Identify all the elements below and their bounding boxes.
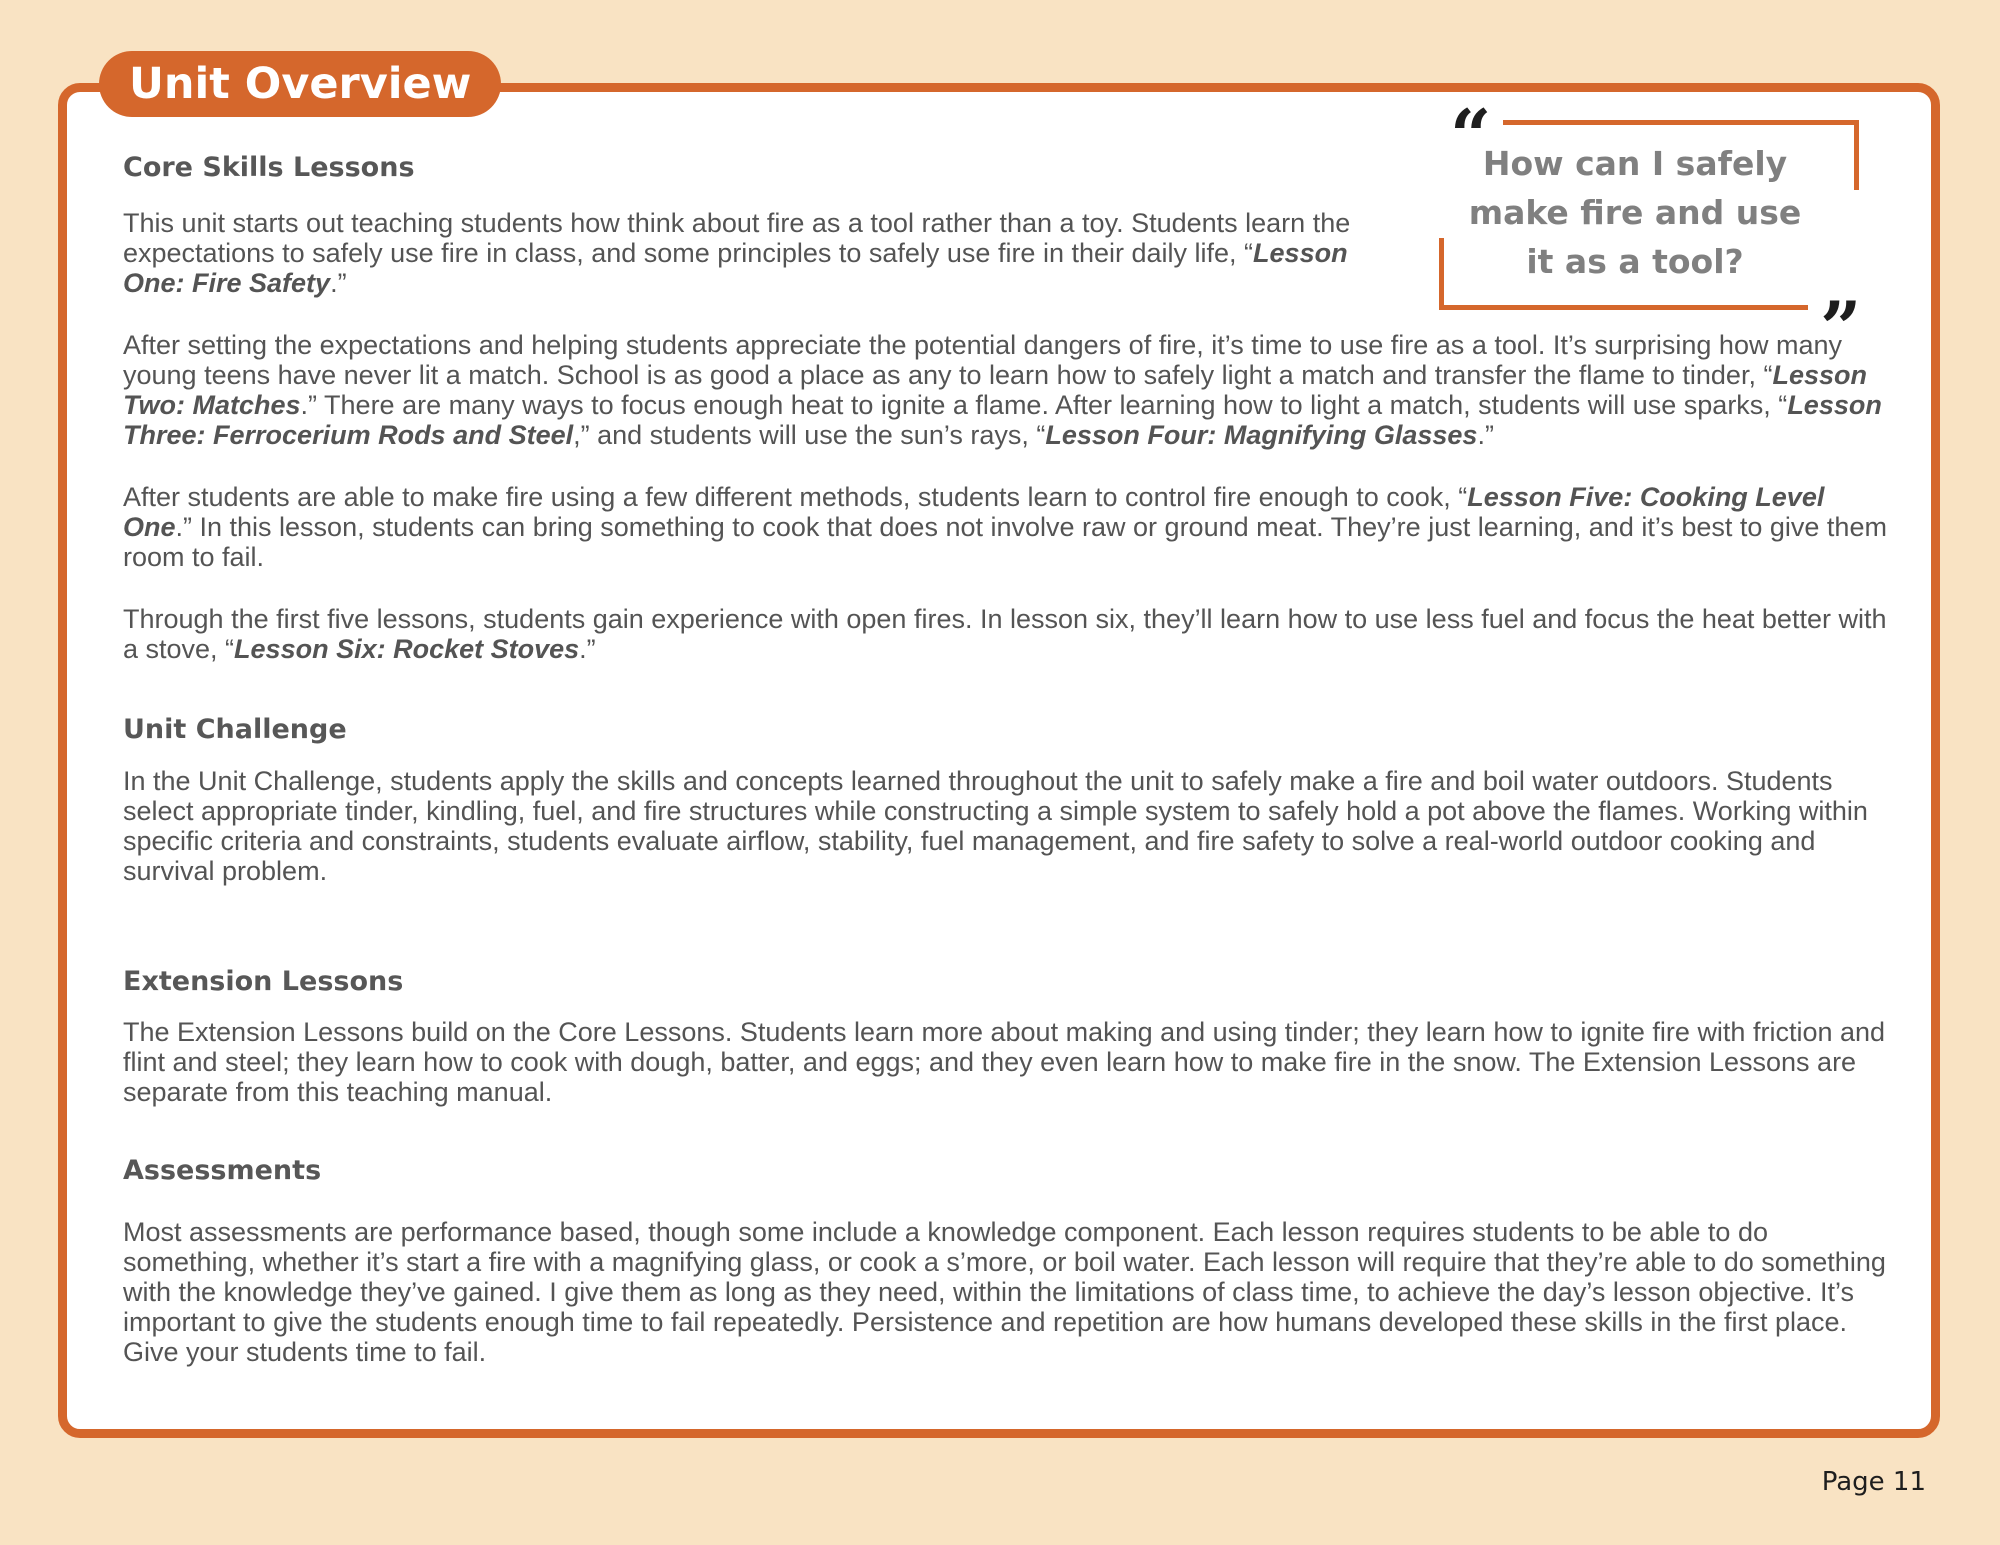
lesson-title: Lesson Five: Cooking Level One [123,482,1825,542]
section-heading-extension: Extension Lessons [123,966,404,997]
section-heading-core: Core Skills Lessons [123,152,415,183]
page-title: Unit Overview [99,51,501,117]
lesson-title: Lesson Three: Ferrocerium Rods and Steel [123,390,1882,450]
assessments-paragraph: Most assessments are performance based, though some include a knowledge component. Each lesson requires students to be able to do something, whether it’s start a fire with a magnifying glass, or cook a s’more, or boil water. Each lesson will require that they’re able to do something with the knowledge they’ve gained. I give them as long as they need, within the limitations of class time, to achieve the day’s lesson objective. It’s important to give the students enough time to fail repeatedly. Persistence and repetition are how humans developed these skills in the first place. Give your students time to fail. [123,1217,1886,1367]
core-paragraph-3: After students are able to make fire using a few different methods, students learn to control fire enough to cook, “Lesson Five: Cooking Level One.” In this lesson, students can bring something to cook that does not involve raw or ground meat. They’re just learning, and it’s best to give them room to fail. [123,482,1887,572]
quote-text: How can I safely make fire and use it as a tool? [1468,144,1802,281]
lesson-title: Lesson One: Fire Safety [123,238,1348,298]
quote-top-rule [1503,120,1859,125]
close-quote-icon: ” [1820,285,1862,370]
main-content [123,150,1888,1367]
lesson-title: Lesson Two: Matches [123,360,1867,420]
page-number: Page 11 [1821,1467,1926,1497]
lesson-title: Lesson Four: Magnifying Glasses [1045,420,1478,450]
section-heading-assessments: Assessments [123,1155,322,1186]
core-paragraph-4: Through the first five lessons, students gain experience with open fires. In lesson six, they’ll learn how to use less fuel and focus the heat better with a stove, “Lesson Six: Rocket Stoves.” [123,604,1887,664]
open-quote-icon: “ [1450,93,1492,178]
section-heading-challenge: Unit Challenge [123,714,347,745]
core-paragraph-1: This unit starts out teaching students how think about fire as a tool rather than a toy. Students learn the expectations to safely use fire in class, and some principles to safely use fire in their daily life, “Lesson One: Fire Safety.” [123,208,1351,298]
extension-paragraph: The Extension Lessons build on the Core Lessons. Students learn more about making and using tinder; they learn how to ignite fire with friction and flint and steel; they learn how to cook with dough, batter, and eggs; and they even learn how to make fire in the snow. The Extension Lessons are separate from this teaching manual. [123,1017,1886,1107]
challenge-paragraph: In the Unit Challenge, students apply the skills and concepts learned throughout the unit to safely make a fire and boil water outdoors. Students select appropriate tinder, kindling, fuel, and fire structures while constructing a simple system to safely hold a pot above the flames. Working within specific criteria and constraints, students evaluate airflow, stability, fuel management, and fire safety to solve a real-world outdoor cooking and survival problem. [123,766,1868,886]
lesson-title: Lesson Six: Rocket Stoves [234,634,580,664]
core-paragraph-2: After setting the expectations and helping students appreciate the potential dangers of fire, it’s time to use fire as a tool. It’s surprising how many young teens have never lit a match. School is as good a place as any to learn how to safely light a match and transfer the flame to tinder, “Lesson Two: Matches.” There are many ways to focus enough heat to ignite a flame. After learning how to light a match, students will use sparks, “Lesson Three: Ferrocerium Rods and Steel,” and students will use the sun’s rays, “Lesson Four: Magnifying Glasses.” [123,330,1882,450]
